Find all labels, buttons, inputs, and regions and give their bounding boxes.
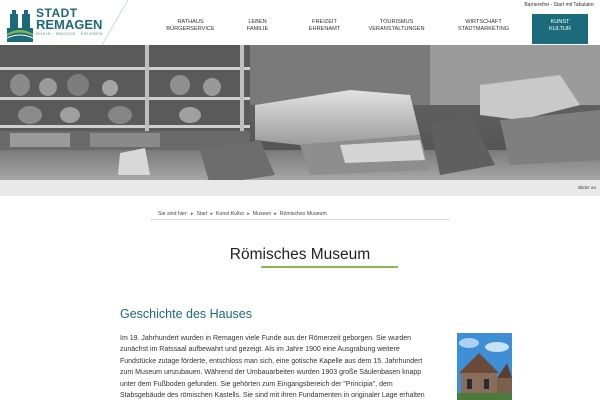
nav-label-line2: BÜRGERSERVICE: [166, 26, 215, 32]
chapel-photo: [457, 333, 512, 400]
nav-label-line2: VERANSTALTUNGEN: [368, 26, 425, 32]
nav-label-line1: RATHAUS: [177, 19, 204, 25]
hero-image: [0, 45, 600, 195]
nav-label-line2: STADTMARKETING: [457, 26, 510, 32]
nav-label-line1: KUNST: [550, 19, 570, 25]
nav-item-wirtschaft[interactable]: [435, 14, 532, 44]
nav-label-line1: TOURISMUS: [379, 19, 414, 25]
museum-building-photo[interactable]: [457, 333, 512, 400]
paragraph-line: Stabsgebäude des römischen Kastells. Sie sind mit ihren Fundamenten in originaler Lage erhalten: [120, 392, 425, 400]
breadcrumb: [158, 211, 327, 217]
chevron-right-icon: ▸: [191, 211, 194, 217]
logo-emblem-icon: [7, 8, 33, 42]
accessibility-link[interactable]: Barrierefrei - Start mit Tabulator: [524, 2, 594, 8]
image-caption: Bilder au: [578, 185, 596, 190]
paragraph-line: zunächst im Ratssaal aufbewahrt und gezeigt. Als im Jahre 1900 eine Ausgrabung weitere: [120, 346, 400, 354]
header-divider-decoration: [100, 0, 130, 45]
title-underline: [261, 266, 398, 268]
breadcrumb-label: Sie sind hier:: [158, 211, 188, 217]
nav-item-tourismus[interactable]: [358, 14, 435, 44]
image-caption-bar: [0, 180, 600, 196]
history-paragraph: [120, 333, 445, 400]
nav-item-kunst-kultur[interactable]: [532, 14, 588, 44]
nav-item-leben[interactable]: [224, 14, 291, 44]
breadcrumb-divider: [150, 219, 450, 220]
logo-line2: REMAGEN: [36, 17, 103, 32]
nav-item-rathaus[interactable]: [157, 14, 224, 44]
breadcrumb-item-museen[interactable]: Museen: [252, 211, 272, 217]
page-title: Römisches Museum: [229, 246, 371, 263]
nav-item-freizeit[interactable]: [291, 14, 358, 44]
breadcrumb-item-current: Römisches Museum: [279, 211, 327, 217]
nav-label-line2: FAMILIE: [246, 26, 269, 32]
nav-label-line1: LEBEN: [248, 19, 267, 25]
paragraph-line: zum Museum umzubauen. Während der Umbauarbeiten wurden 1903 große Säulenbasen knapp: [120, 369, 422, 377]
section-title: Geschichte des Hauses: [120, 307, 253, 321]
chevron-right-icon: ▸: [247, 211, 250, 217]
paragraph-line: unter dem Fußboden gefunden. Sie gehörten zum Eingangsbereich der "Principia", dem: [120, 380, 393, 388]
chevron-right-icon: ▸: [274, 211, 277, 217]
chevron-right-icon: ▸: [210, 211, 213, 217]
logo-line1: STADT: [36, 6, 78, 20]
nav-label-line1: WIRTSCHAFT: [465, 19, 502, 25]
paragraph-line: Im 19. Jahrhundert wurden in Remagen viele Funde aus der Römerzeit geborgen. Sie wurden: [120, 335, 412, 342]
main-navigation: [157, 14, 588, 44]
logo-wordmark: [36, 7, 103, 37]
logo-tagline: RHEIN · BRÜCKE · ERLEBEN: [36, 31, 103, 36]
museum-ruins-photo: [0, 45, 600, 195]
nav-label-line2: KULTUR: [549, 26, 571, 32]
site-header: [0, 0, 600, 45]
paragraph-line: Fundstücke zutage förderte, entschloss man sich, eine gotische Kapelle aus dem 15. Jahrhundert: [120, 357, 423, 365]
nav-label-line2: EHRENAMT: [308, 26, 341, 32]
breadcrumb-item-kunst-kultur[interactable]: Kunst Kultur: [216, 211, 245, 217]
nav-label-line1: FREIZEIT: [312, 19, 337, 25]
breadcrumb-item-start[interactable]: Start: [196, 211, 208, 217]
